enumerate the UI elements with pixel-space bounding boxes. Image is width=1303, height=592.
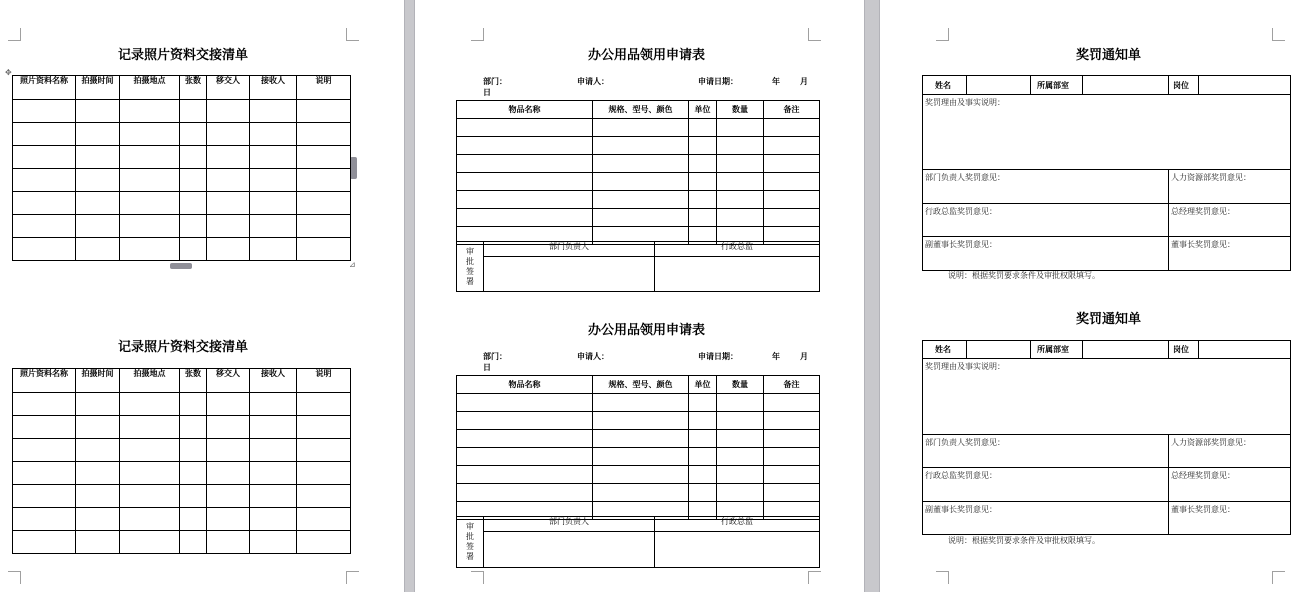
chair-opinion-label: 董事长奖罚意见： xyxy=(1171,505,1235,514)
reward-notice-title: 奖罚通知单 xyxy=(1075,312,1141,327)
page-gap xyxy=(864,0,880,592)
header-remarks: 备注 xyxy=(764,101,820,119)
gm-opinion-cell[interactable] xyxy=(1169,468,1291,502)
table-row[interactable] xyxy=(457,209,820,227)
header-receiver: 接收人 xyxy=(250,76,297,100)
applicant-label: 申请人： xyxy=(577,352,609,361)
header-shoot-time: 拍摄时间 xyxy=(76,369,120,393)
dept-head-opinion-label: 部门负责人奖罚意见： xyxy=(925,438,1005,447)
table-header-row xyxy=(13,369,351,393)
header-photo-name: 照片资料名称 xyxy=(13,369,76,393)
table-row[interactable] xyxy=(457,448,820,466)
margin-mark xyxy=(471,571,484,584)
reward-notice-title: 奖罚通知单 xyxy=(1075,48,1141,63)
table-row[interactable] xyxy=(13,146,351,169)
table-row[interactable] xyxy=(13,531,351,554)
header-shoot-place: 拍摄地点 xyxy=(120,76,180,100)
name-label: 姓名 xyxy=(923,76,967,95)
admin-director-label: 行政总监 xyxy=(655,517,820,532)
table-row[interactable] xyxy=(13,439,351,462)
hr-opinion-cell[interactable] xyxy=(1169,170,1291,204)
dept-head-opinion-cell[interactable] xyxy=(923,170,1169,204)
dept-label: 所属部室 xyxy=(1031,76,1083,95)
name-field[interactable] xyxy=(967,341,1031,359)
table-row[interactable] xyxy=(13,123,351,146)
table-row[interactable] xyxy=(13,215,351,238)
table-row[interactable] xyxy=(457,466,820,484)
table-row[interactable] xyxy=(13,238,351,261)
admin-director-sign-cell[interactable] xyxy=(655,532,820,568)
dept-label: 部门： xyxy=(483,77,507,86)
table-row[interactable] xyxy=(457,412,820,430)
header-quantity: 数量 xyxy=(717,376,764,394)
dept-head-opinion-cell[interactable] xyxy=(923,435,1169,468)
post-label: 岗位 xyxy=(1169,76,1199,95)
vice-chair-opinion-label: 副董事长奖罚意见： xyxy=(925,505,997,514)
page-gap xyxy=(404,0,415,592)
table-row[interactable] xyxy=(457,137,820,155)
table-row[interactable] xyxy=(13,485,351,508)
month-label: 月 xyxy=(800,352,808,361)
table-row[interactable] xyxy=(457,484,820,502)
year-label: 年 xyxy=(772,352,780,361)
post-field[interactable] xyxy=(1199,341,1291,359)
header-shoot-place: 拍摄地点 xyxy=(120,369,180,393)
margin-mark xyxy=(936,28,949,41)
approval-table[interactable] xyxy=(456,241,820,292)
header-shoot-time: 拍摄时间 xyxy=(76,76,120,100)
dept-label: 所属部室 xyxy=(1031,341,1083,359)
header-receiver: 接收人 xyxy=(250,369,297,393)
header-spec: 规格、型号、颜色 xyxy=(593,376,689,394)
office-supplies-items-table[interactable] xyxy=(456,375,820,520)
header-remarks: 说明 xyxy=(297,369,351,393)
table-row[interactable] xyxy=(457,173,820,191)
photo-handover-table[interactable] xyxy=(12,75,351,261)
reason-cell[interactable] xyxy=(923,95,1291,170)
approval-label: 审批签署 xyxy=(457,242,484,292)
hr-opinion-label: 人力资源部奖罚意见： xyxy=(1171,438,1251,447)
table-header-row xyxy=(457,376,820,394)
reward-notice-note: 说明：根据奖罚要求条件及审批权限填写。 xyxy=(948,271,1100,280)
table-move-handle-icon[interactable]: ✥ xyxy=(5,68,12,77)
header-count: 张数 xyxy=(180,369,207,393)
dept-label: 部门： xyxy=(483,352,507,361)
reward-notice-table[interactable] xyxy=(922,340,1291,535)
month-label: 月 xyxy=(800,77,808,86)
margin-mark xyxy=(346,571,359,584)
header-unit: 单位 xyxy=(689,101,717,119)
reason-label: 奖罚理由及事实说明： xyxy=(925,98,1005,107)
dept-field[interactable] xyxy=(1083,341,1169,359)
table-row[interactable] xyxy=(457,394,820,412)
vice-chair-opinion-cell[interactable] xyxy=(923,502,1169,535)
approval-label: 审批签署 xyxy=(457,517,484,568)
photo-handover-title: 记录照片资料交接清单 xyxy=(117,340,248,355)
margin-mark xyxy=(8,28,21,41)
header-item-name: 物品名称 xyxy=(457,101,593,119)
day-label: 日 xyxy=(483,88,491,97)
day-label: 日 xyxy=(483,363,491,372)
chair-opinion-cell[interactable] xyxy=(1169,237,1291,271)
dept-head-opinion-label: 部门负责人奖罚意见： xyxy=(925,173,1005,182)
header-item-name: 物品名称 xyxy=(457,376,593,394)
document-page-2[interactable] xyxy=(415,0,864,592)
table-row[interactable] xyxy=(457,155,820,173)
chair-opinion-cell[interactable] xyxy=(1169,502,1291,535)
reason-label: 奖罚理由及事实说明： xyxy=(925,362,1005,371)
table-header-row xyxy=(13,76,351,100)
margin-mark xyxy=(808,28,821,41)
approval-table[interactable] xyxy=(456,516,820,568)
table-row[interactable] xyxy=(457,119,820,137)
dept-head-sign-cell[interactable] xyxy=(484,532,655,568)
photo-handover-title: 记录照片资料交接清单 xyxy=(117,48,248,63)
margin-mark xyxy=(346,28,359,41)
margin-mark xyxy=(1272,28,1285,41)
table-row[interactable] xyxy=(457,191,820,209)
photo-handover-table[interactable] xyxy=(12,368,351,554)
vice-chair-opinion-cell[interactable] xyxy=(923,237,1169,271)
header-count: 张数 xyxy=(180,76,207,100)
reward-notice-table[interactable] xyxy=(922,75,1291,271)
gm-opinion-label: 总经理奖罚意见： xyxy=(1171,471,1235,480)
table-row[interactable] xyxy=(13,416,351,439)
margin-mark xyxy=(8,571,21,584)
table-resize-handle-right[interactable] xyxy=(350,157,357,179)
office-supplies-title: 办公用品领用申请表 xyxy=(587,323,705,338)
date-label: 申请日期： xyxy=(698,77,738,86)
chair-opinion-label: 董事长奖罚意见： xyxy=(1171,240,1235,249)
header-remarks: 备注 xyxy=(764,376,820,394)
header-spec: 规格、型号、颜色 xyxy=(593,101,689,119)
date-label: 申请日期： xyxy=(698,352,738,361)
gm-opinion-label: 总经理奖罚意见： xyxy=(1171,207,1235,216)
hr-opinion-cell[interactable] xyxy=(1169,435,1291,468)
table-row[interactable] xyxy=(457,430,820,448)
document-page-1[interactable] xyxy=(0,0,404,592)
post-field[interactable] xyxy=(1199,76,1291,95)
admin-opinion-cell[interactable] xyxy=(923,204,1169,237)
applicant-label: 申请人： xyxy=(577,77,609,86)
margin-mark xyxy=(808,571,821,584)
header-quantity: 数量 xyxy=(717,101,764,119)
admin-director-label: 行政总监 xyxy=(655,242,820,257)
gm-opinion-cell[interactable] xyxy=(1169,204,1291,237)
dept-field[interactable] xyxy=(1083,76,1169,95)
table-row[interactable] xyxy=(13,462,351,485)
admin-opinion-label: 行政总监奖罚意见： xyxy=(925,207,997,216)
hr-opinion-label: 人力资源部奖罚意见： xyxy=(1171,173,1251,182)
table-row[interactable] xyxy=(13,508,351,531)
vice-chair-opinion-label: 副董事长奖罚意见： xyxy=(925,240,997,249)
admin-opinion-label: 行政总监奖罚意见： xyxy=(925,471,997,480)
header-sender: 移交人 xyxy=(207,76,250,100)
table-row[interactable] xyxy=(13,100,351,123)
office-supplies-title: 办公用品领用申请表 xyxy=(587,48,705,63)
post-label: 岗位 xyxy=(1169,341,1199,359)
table-header-row xyxy=(457,101,820,119)
margin-mark xyxy=(936,571,949,584)
office-supplies-items-table[interactable] xyxy=(456,100,820,245)
header-sender: 移交人 xyxy=(207,369,250,393)
header-remarks: 说明 xyxy=(297,76,351,100)
table-row[interactable] xyxy=(13,393,351,416)
table-resize-handle-bottom[interactable] xyxy=(170,263,192,269)
name-label: 姓名 xyxy=(923,341,967,359)
dept-head-label: 部门负责人 xyxy=(484,242,655,257)
margin-mark xyxy=(1272,571,1285,584)
table-row[interactable] xyxy=(13,192,351,215)
table-resize-corner-icon[interactable]: ⊿ xyxy=(349,260,356,269)
admin-opinion-cell[interactable] xyxy=(923,468,1169,502)
dept-head-sign-cell[interactable] xyxy=(484,257,655,292)
margin-mark xyxy=(471,28,484,41)
table-row[interactable] xyxy=(13,169,351,192)
header-photo-name: 照片资料名称 xyxy=(13,76,76,100)
dept-head-label: 部门负责人 xyxy=(484,517,655,532)
name-field[interactable] xyxy=(967,76,1031,95)
reason-cell[interactable] xyxy=(923,359,1291,435)
reward-notice-note: 说明：根据奖罚要求条件及审批权限填写。 xyxy=(948,536,1100,545)
header-unit: 单位 xyxy=(689,376,717,394)
admin-director-sign-cell[interactable] xyxy=(655,257,820,292)
document-page-3[interactable] xyxy=(880,0,1303,592)
year-label: 年 xyxy=(772,77,780,86)
